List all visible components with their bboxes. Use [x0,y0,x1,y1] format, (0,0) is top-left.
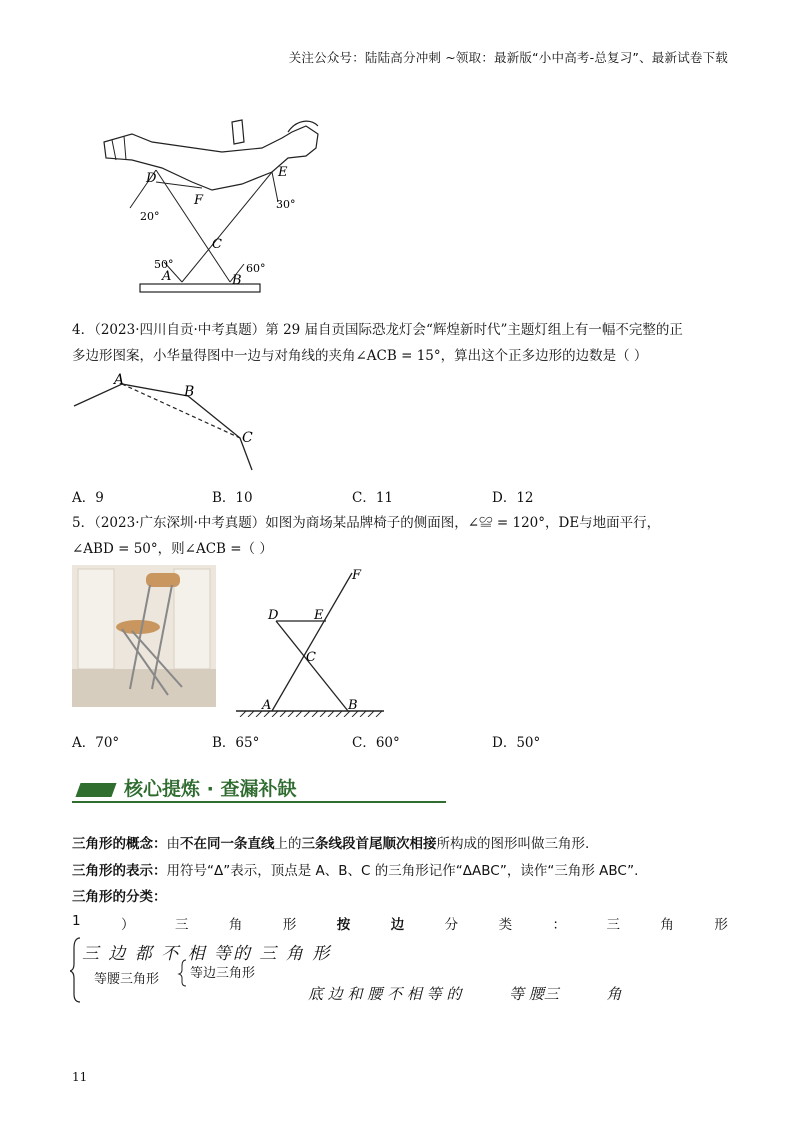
row-token: 形 [282,917,297,933]
label-E: E [278,165,288,180]
notation-text: 用符号“Δ”表示，顶点是 A、B、C 的三角形记作“ΔABC”，读作“三角形 ABC”. [166,863,639,879]
angle-50: 50° [154,258,174,271]
q5-choice-a: A．70° [72,735,120,751]
row-token: 形 [714,917,728,933]
def-bold-b: 三条线段首尾顺次相接 [301,836,437,852]
question-4 [72,317,732,369]
definition-label: 三角形的概念： [72,836,167,852]
classification-scalene: 三 边 都 不 相 等的 三 角 形 [82,944,332,964]
q4-choice-a: A．9 [72,490,104,506]
classification-isosceles-unequal: 底 边 和 腰 不 相 等 的 等 腰三 角 [308,985,622,1003]
section-underline [72,801,446,803]
classification-equilateral: 等边三角形 [190,966,256,981]
chair-photo [72,565,216,707]
q4-choice-b: B．10 [212,490,253,506]
light-reflection-figure [92,112,372,302]
row-token: ： [552,917,567,933]
q4-choice-d: D．12 [492,490,534,506]
concept-definition [72,833,589,855]
q5-line2: ∠ABD = 50°，则∠ACB =（ ） [72,541,273,557]
label-B: B [348,698,358,713]
q5-choice-c: C．60° [352,735,400,751]
page-header: 关注公众号：陆陆高分冲刺 ~领取：最新版“小中高考-总复习”、最新试卷下载 [288,50,728,65]
label-A: A [162,269,172,284]
label-B: B [232,273,242,288]
label-E: E [314,608,324,623]
label-D: D [146,171,157,186]
row-token: 分 [444,917,459,933]
label-B: B [184,384,195,400]
q4-line1: 4．（2023·四川自贡·中考真题）第 29 届自贡国际恐龙灯会“辉煌新时代”主题灯组上有一幅不完整的正 [72,322,683,338]
row-token: 三 [606,917,620,933]
polygon-figure [72,372,272,476]
label-F: F [352,568,362,583]
row-token: ） [121,917,135,933]
label-A: A [114,372,125,388]
concept-notation [72,860,638,882]
classification-label: 三角形的分类： [72,889,167,905]
row-token: 类 [498,917,513,933]
label-D: D [268,608,279,623]
angle-20: 20° [140,210,160,223]
section-heading [72,773,446,803]
q4-choice-c: C．11 [352,490,394,506]
section-title: 核心提炼 · 查漏补缺 [124,778,297,800]
def-text-b: 上的 [274,836,302,852]
q5-choice-b: B．65° [212,735,260,751]
row-token: 按 [336,917,351,933]
q4-line2: 多边形图案，小华量得图中一边与对角线的夹角∠ACB = 15°，算出这个正多边形的边数是（ ） [72,348,648,364]
def-text-c: 所构成的图形叫做三角形. [436,836,590,852]
row-token: 边 [390,917,405,933]
def-bold-a: 不在同一条直线 [180,836,275,852]
question-5 [72,510,732,562]
label-C: C [306,650,316,665]
section-bar-decoration [75,783,116,797]
q5-line1: 5．（2023·广东深圳·中考真题）如图为商场某品牌椅子的侧面图，∠≌ = 120°，DE与地面平行， [72,515,661,531]
def-text-a: 由 [166,836,180,852]
row-token: 1 [72,913,81,929]
angle-60: 60° [246,262,266,275]
label-C: C [242,430,253,446]
label-C: C [212,237,222,252]
concept-classification [72,886,167,908]
label-F: F [194,193,204,208]
notation-label: 三角形的表示： [72,863,167,879]
row-token: 三 [174,917,189,933]
chair-diagram [234,565,390,717]
label-A: A [262,698,272,713]
classification-row [72,913,728,933]
angle-30: 30° [276,198,296,211]
q5-choice-d: D．50° [492,735,541,751]
page-number: 11 [72,1070,88,1084]
row-token: 角 [660,917,674,933]
row-token: 角 [228,917,243,933]
classification-isosceles: 等腰三角形 [94,972,160,987]
